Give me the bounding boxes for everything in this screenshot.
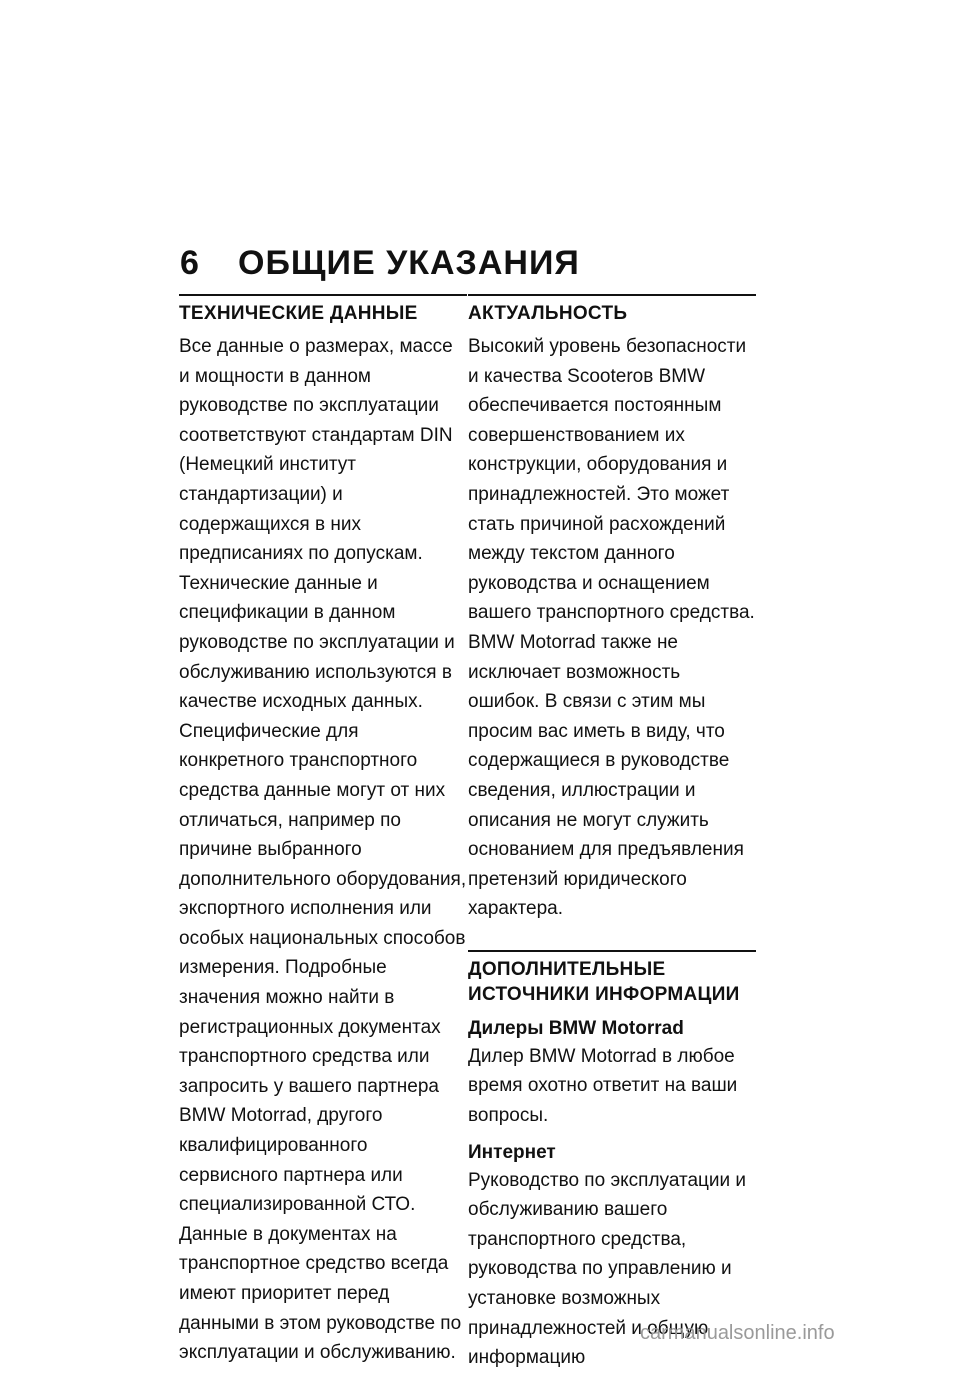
technical-data-paragraph-1: Все данные о размерах, массе и мощности в данном руководстве по эксплуатации соответствуют стандартам DIN (Немецкий институт стандартизации) и содержащихся в них предписаниях по допускам. <box>179 336 453 565</box>
right-column <box>468 294 756 1373</box>
additional-sources-heading: ДОПОЛНИТЕЛЬНЫЕ ИСТОЧНИКИ ИНФОРМАЦИИ <box>468 958 740 1005</box>
technical-data-paragraph-2: Технические данные и спецификации в данном руководстве по эксплуатации и обслуживанию используются в качестве исходных данных. Специфические для конкретного транспортного средства данные могут от них отличаться, например по причине выбранного дополнительного оборудования, экспортного исполнения или особых национальных способов измерения. Подробные значения можно найти в регистрационных документах транспортного средства или запросить у вашего партнера BMW Motorrad, другого квалифицированного сервисного партнера или специализированной СТО. Данные в документах на транспортное средство всегда имеют приоритет перед данными в этом руководстве по эксплуатации и обслуживанию. <box>179 572 467 1364</box>
dealers-paragraph: Дилер BMW Motorrad в любое время охотно ответит на ваши вопросы. <box>468 1045 738 1127</box>
actuality-heading: АКТУАЛЬНОСТЬ <box>468 303 628 324</box>
internet-paragraph: Руководство по эксплуатации и обслуживанию вашего транспортного средства, руководства по управлению и установке возможных принадлежностей и общую информацию <box>468 1169 747 1369</box>
chapter-title-text: ОБЩИЕ УКАЗАНИЯ <box>238 244 580 282</box>
dealers-subheading: Дилеры BMW Motorrad <box>468 1017 684 1039</box>
watermark: carmanualsonline.info <box>640 1322 835 1344</box>
spacer <box>468 924 756 950</box>
chapter-title <box>180 244 580 283</box>
internet-subheading: Интернет <box>468 1141 556 1163</box>
chapter-number: 6 <box>180 244 200 282</box>
technical-data-heading: ТЕХНИЧЕСКИЕ ДАННЫЕ <box>179 303 418 324</box>
actuality-paragraph: Высокий уровень безопасности и качества Scooterов BMW обеспечивается постоянным совершенствованием их конструкции, оборудования и принадлежностей. Это может стать причиной расхождений между текстом данного руководства и оснащением вашего транспортного средства. BMW Motorrad также не исключает возможность ошибок. В связи с этим мы просим вас иметь в виду, что содержащиеся в руководстве сведения, иллюстрации и описания не могут служить основанием для предъявления претензий юридического характера. <box>468 336 755 920</box>
section-divider <box>179 294 467 296</box>
section-divider <box>468 950 756 952</box>
section-divider <box>468 294 756 296</box>
left-column <box>179 294 467 1368</box>
